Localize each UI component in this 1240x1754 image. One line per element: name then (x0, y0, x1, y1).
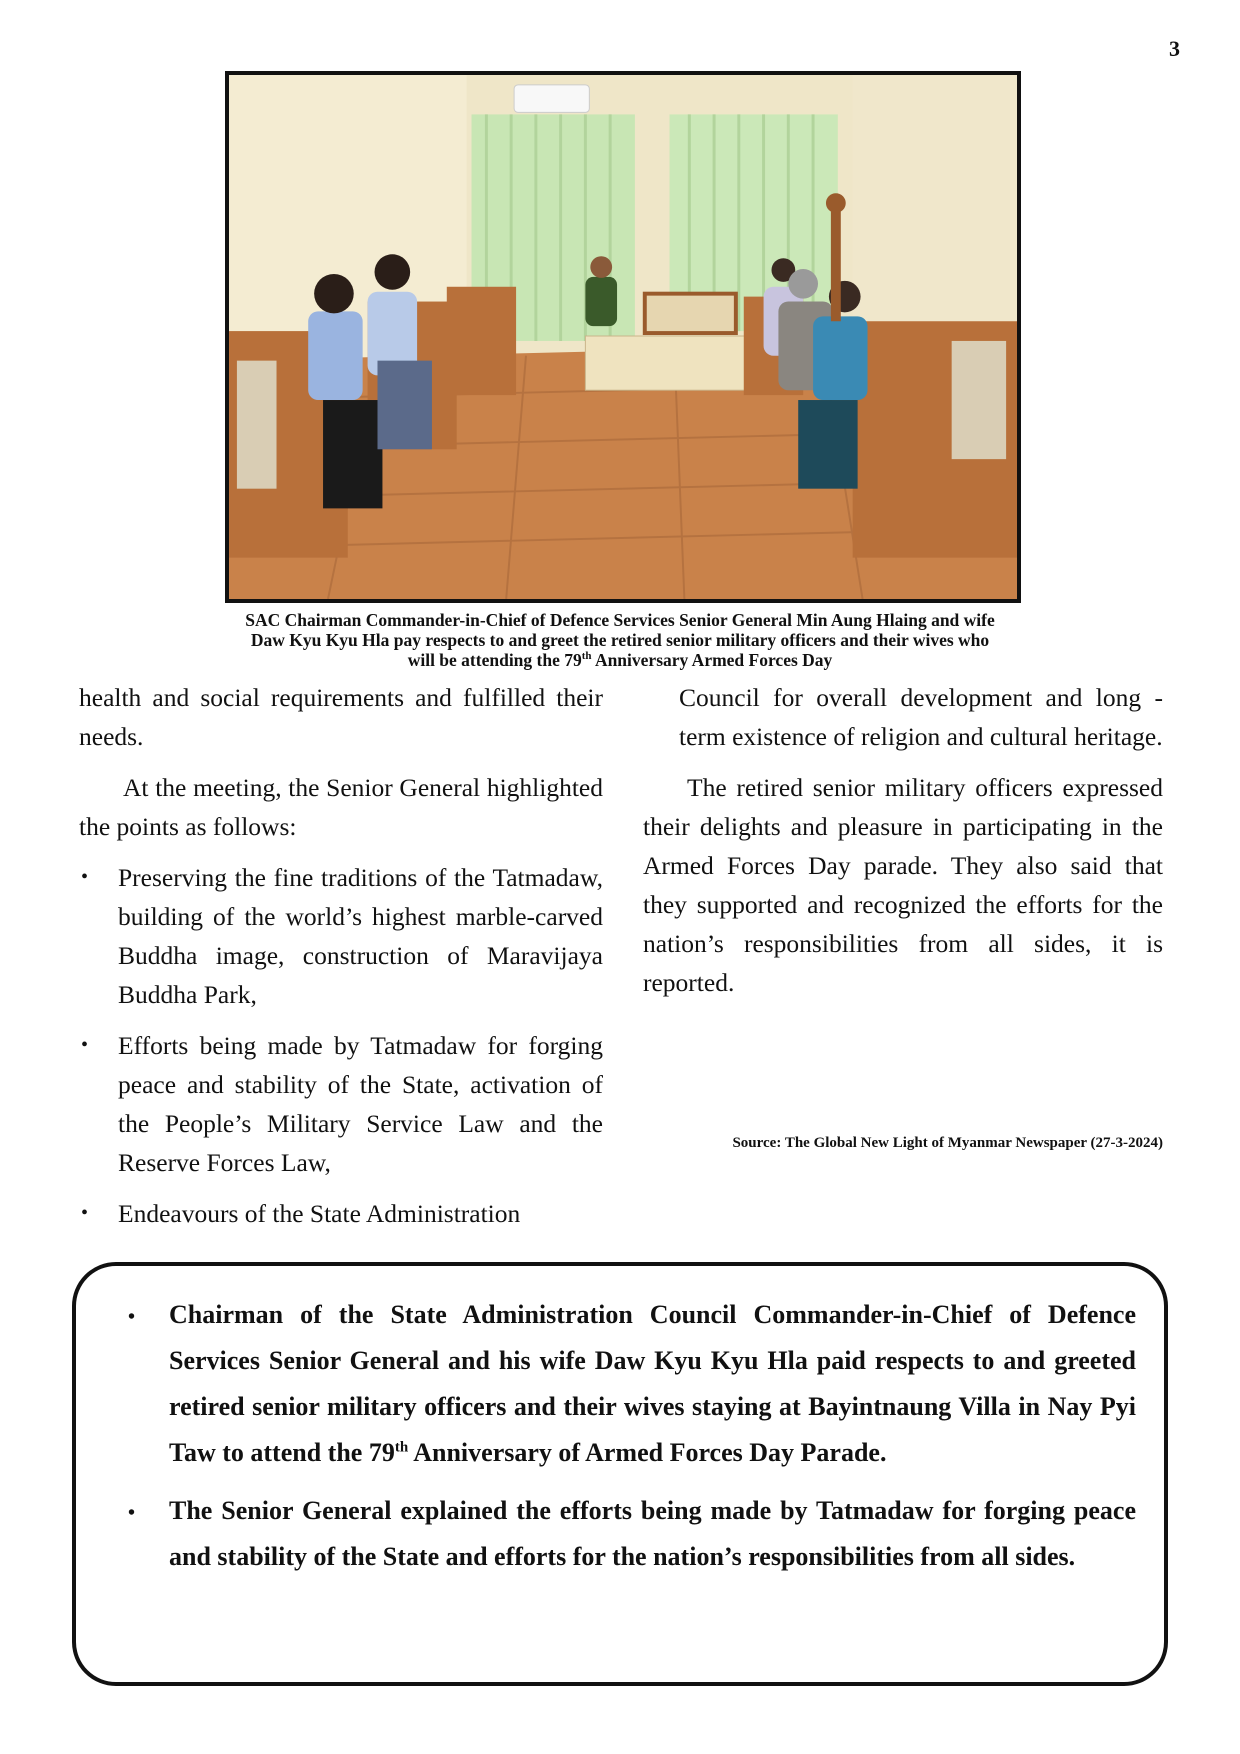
right-column (643, 678, 1163, 1014)
right-paragraph-1: Council for overall development and long -term existence of religion and cultural heritage. (679, 683, 1163, 751)
source-citation: Source: The Global New Light of Myanmar Newspaper (27-3-2024) (732, 1135, 1163, 1151)
highlight-list (79, 858, 603, 1233)
list-item: • Endeavours of the State Administration (79, 1194, 603, 1233)
left-paragraph-2: At the meeting, the Senior General highlighted the points as follows: (79, 773, 603, 841)
left-paragraph-1: health and social requirements and fulfilled their needs. (79, 683, 603, 751)
right-paragraph-2: The retired senior military officers expressed their delights and pleasure in participating in the Armed Forces Day parade. They also said that they supported and recognized the efforts for the nation’s responsibilities from all sides, it is reported. (643, 773, 1163, 997)
caption-line-3: will be attending the 79th Anniversary Armed Forces Day (407, 650, 833, 670)
bullet-icon: • (128, 1502, 136, 1524)
bullet-icon: • (81, 1202, 89, 1224)
list-item: • Efforts being made by Tatmadaw for forging peace and stability of the State, activation of the People’s Military Service Law and the Reserve Forces Law, (79, 1026, 603, 1182)
bullet-icon: • (81, 1034, 89, 1056)
caption-line-1: SAC Chairman Commander-in-Chief of Defence Services Senior General Min Aung Hlaing and wife (245, 610, 995, 630)
list-item: • Preserving the fine traditions of the Tatmadaw, building of the world’s highest marble-carved Buddha image, construction of Maravijaya Buddha Park, (79, 858, 603, 1014)
summary-item: • The Senior General explained the efforts being made by Tatmadaw for forging peace and stability of the State and efforts for the nation’s responsibilities from all sides. (106, 1488, 1136, 1580)
caption-line-2: Daw Kyu Kyu Hla pay respects to and greet the retired senior military officers and their wives who (250, 630, 990, 650)
bullet-icon: • (81, 866, 89, 888)
summary-box (72, 1262, 1168, 1686)
bullet-icon: • (128, 1306, 136, 1328)
meeting-photo (225, 71, 1021, 603)
page-number: 3 (1169, 36, 1180, 61)
photo-caption (150, 610, 1090, 670)
left-column (79, 678, 603, 1245)
summary-item: • Chairman of the State Administration Council Commander-in-Chief of Defence Services Senior General and his wife Daw Kyu Kyu Hla paid respects to and greeted retired senior military officers and their wives staying at Bayintnaung Villa in Nay Pyi Taw to attend the 79th Anniversary of Armed Forces Day Parade. (106, 1292, 1136, 1476)
